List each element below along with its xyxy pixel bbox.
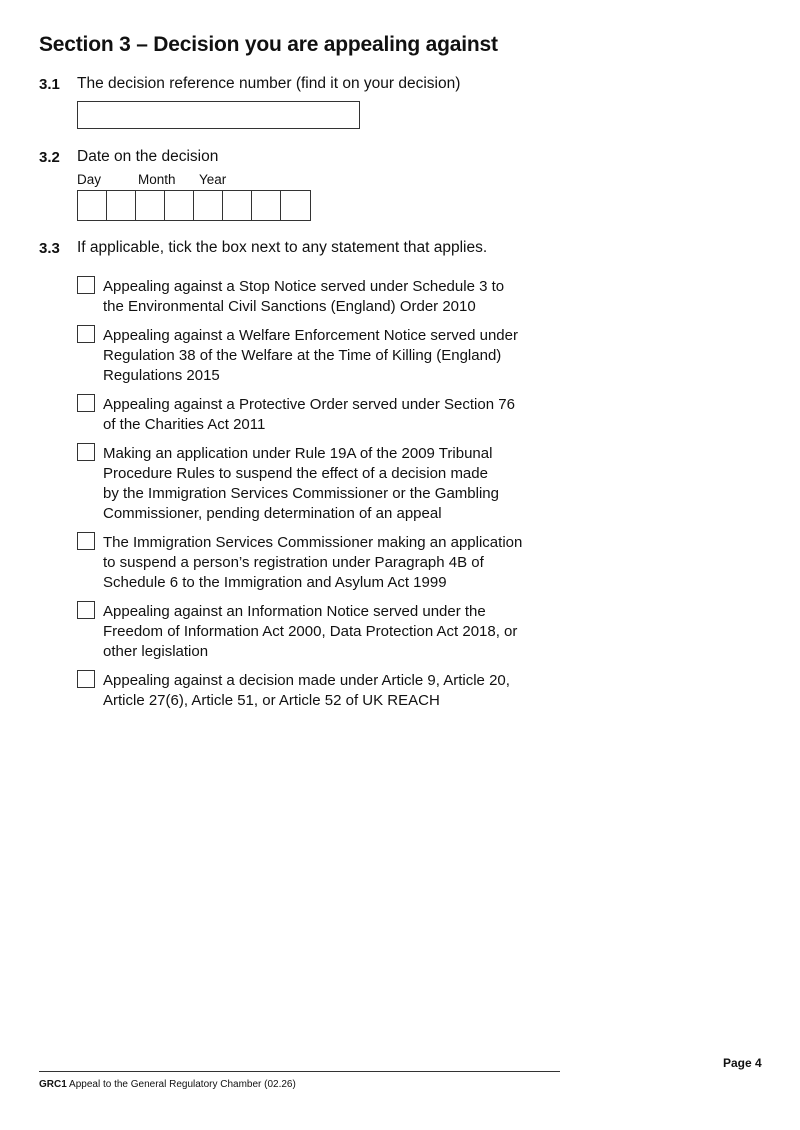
form-title: Appeal to the General Regulatory Chamber (02.26): [69, 1079, 296, 1090]
day-digit-2[interactable]: [107, 191, 136, 220]
option-line: Appealing against a Stop Notice served under Schedule 3 to: [103, 278, 505, 295]
option-information-notice: [77, 601, 577, 662]
year-digit-2[interactable]: [223, 191, 252, 220]
option-line: Regulations 2015: [103, 367, 220, 384]
question-text-3-3: If applicable, tick the box next to any statement that applies.: [77, 239, 488, 256]
option-checkbox[interactable]: [77, 325, 95, 343]
option-protective-order: [77, 394, 577, 435]
option-rule-19a-application: [77, 443, 577, 524]
option-line: of the Charities Act 2011: [103, 416, 266, 433]
option-uk-reach-decision: [77, 670, 577, 711]
page-number: Page 4: [723, 1056, 762, 1070]
decision-date-field: [77, 190, 311, 221]
option-label: [103, 444, 499, 524]
statement-options: [77, 276, 577, 719]
option-checkbox[interactable]: [77, 394, 95, 412]
question-number-3-3: 3.3: [39, 240, 60, 257]
question-text-3-1: The decision reference number (find it on your decision): [77, 75, 461, 92]
month-label: Month: [138, 172, 176, 187]
option-line: Making an application under Rule 19A of the 2009 Tribunal: [103, 445, 493, 462]
month-digit-2[interactable]: [165, 191, 194, 220]
option-label: [103, 277, 504, 317]
day-digit-1[interactable]: [78, 191, 107, 220]
option-line: Appealing against a Protective Order served under Section 76: [103, 396, 515, 413]
question-text-3-2: Date on the decision: [77, 148, 219, 165]
option-line: by the Immigration Services Commissioner or the Gambling: [103, 485, 499, 502]
footer-divider: [39, 1071, 560, 1072]
option-checkbox[interactable]: [77, 670, 95, 688]
option-checkbox[interactable]: [77, 601, 95, 619]
option-checkbox[interactable]: [77, 443, 95, 461]
option-line: to suspend a person’s registration under Paragraph 4B of: [103, 554, 484, 571]
option-line: Appealing against a Welfare Enforcement Notice served under: [103, 327, 518, 344]
option-line: Appealing against an Information Notice served under the: [103, 603, 486, 620]
option-stop-notice: [77, 276, 577, 317]
option-line: Procedure Rules to suspend the effect of a decision made: [103, 465, 488, 482]
option-checkbox[interactable]: [77, 532, 95, 550]
year-digit-3[interactable]: [252, 191, 281, 220]
month-digit-1[interactable]: [136, 191, 165, 220]
option-label: [103, 602, 517, 662]
option-label: [103, 395, 515, 435]
year-label: Year: [199, 172, 227, 187]
option-suspend-registration: [77, 532, 577, 593]
footer: [39, 1079, 296, 1090]
option-welfare-enforcement-notice: [77, 325, 577, 386]
option-line: Freedom of Information Act 2000, Data Protection Act 2018, or: [103, 623, 518, 640]
decision-reference-input[interactable]: [77, 101, 360, 129]
option-label: [103, 533, 522, 593]
option-line: The Immigration Services Commissioner making an application: [103, 534, 523, 551]
option-label: [103, 671, 510, 711]
question-number-3-1: 3.1: [39, 76, 60, 93]
option-checkbox[interactable]: [77, 276, 95, 294]
option-line: Schedule 6 to the Immigration and Asylum Act 1999: [103, 574, 447, 591]
year-digit-4[interactable]: [281, 191, 310, 220]
question-number-3-2: 3.2: [39, 149, 60, 166]
section-title: Section 3 – Decision you are appealing against: [39, 33, 498, 56]
option-line: other legislation: [103, 643, 209, 660]
option-line: Article 27(6), Article 51, or Article 52 of UK REACH: [103, 692, 440, 709]
option-label: [103, 326, 518, 386]
option-line: Appealing against a decision made under Article 9, Article 20,: [103, 672, 510, 689]
form-code: GRC1: [39, 1079, 67, 1090]
option-line: Regulation 38 of the Welfare at the Time of Killing (England): [103, 347, 502, 364]
option-line: the Environmental Civil Sanctions (England) Order 2010: [103, 298, 476, 315]
year-digit-1[interactable]: [194, 191, 223, 220]
option-line: Commissioner, pending determination of an appeal: [103, 505, 442, 522]
day-label: Day: [77, 172, 102, 187]
